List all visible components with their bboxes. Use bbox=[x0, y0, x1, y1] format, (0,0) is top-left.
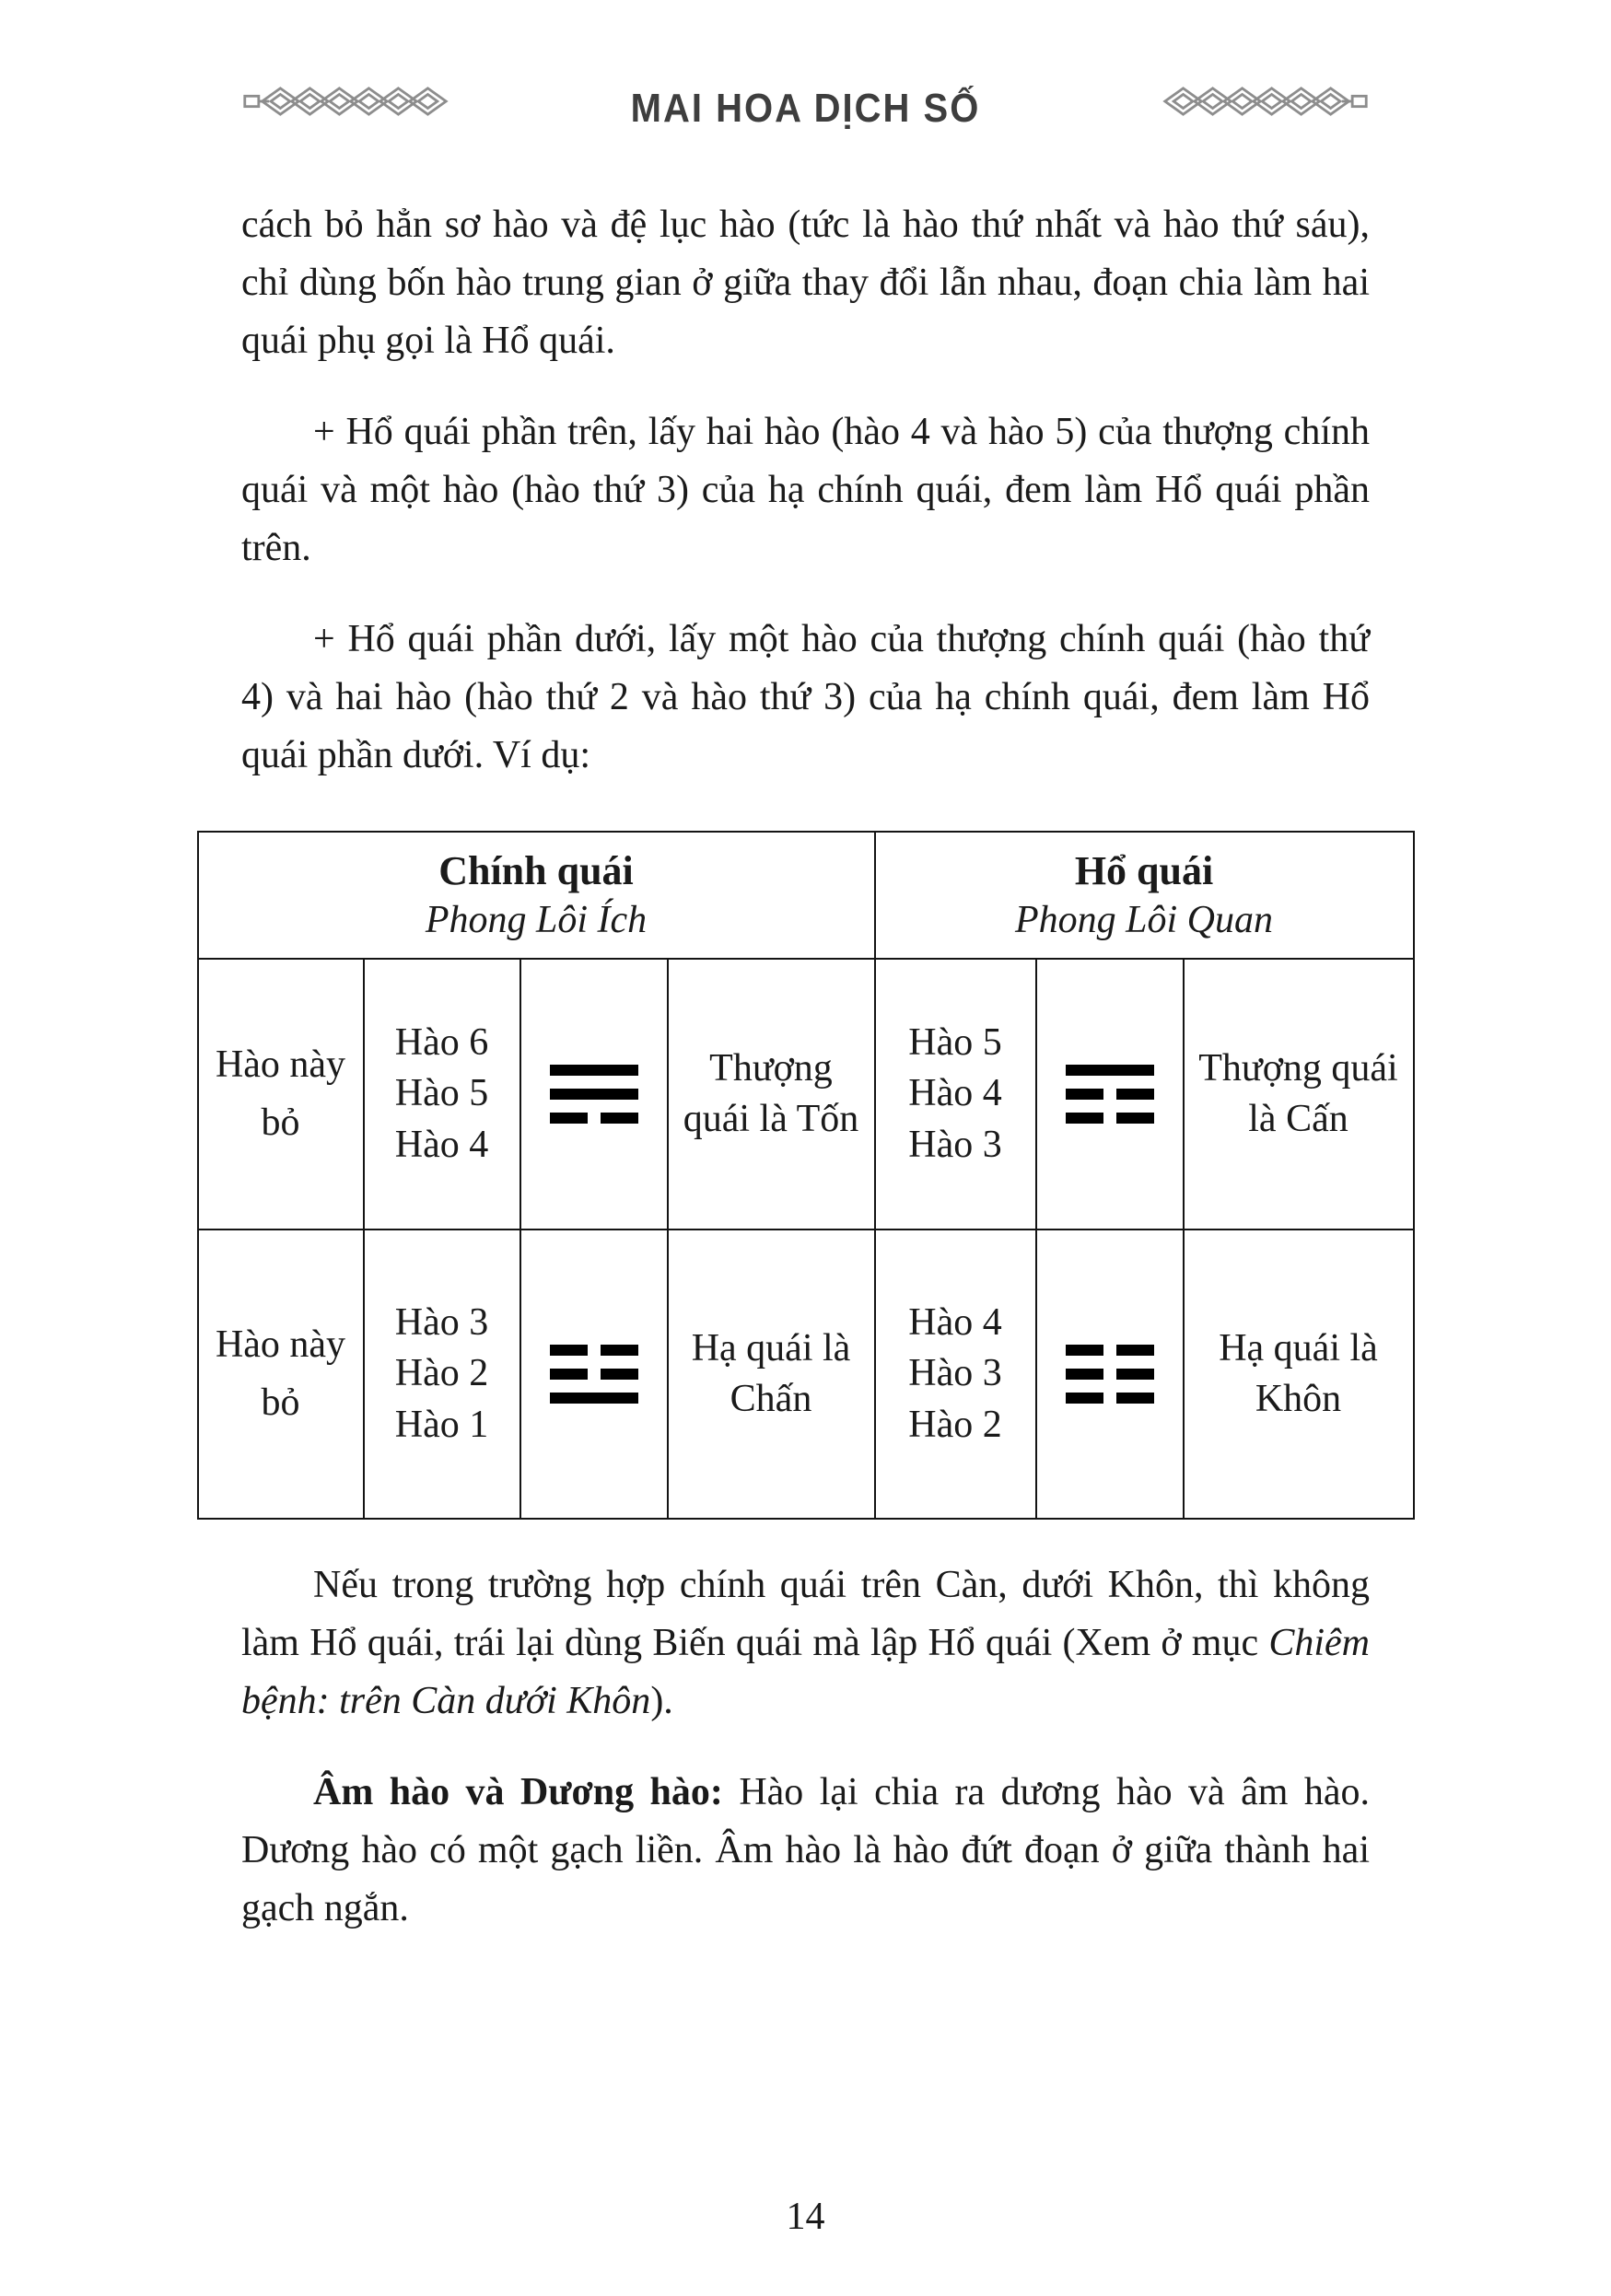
hexagram-example-table bbox=[197, 831, 1415, 1520]
row1-label: Hào này bỏ bbox=[198, 959, 364, 1230]
hao-line: Hào 3 bbox=[908, 1123, 1002, 1166]
row2-left-haos bbox=[364, 1230, 520, 1519]
paragraph-5-lead: Âm hào và Dương hào: bbox=[313, 1771, 723, 1813]
row1-left-trigram-cell bbox=[520, 959, 668, 1230]
running-head bbox=[241, 79, 1370, 137]
trigram-chan-icon bbox=[527, 1338, 661, 1410]
page-number: 14 bbox=[786, 2196, 825, 2238]
row2-left-desc: Hạ quái là Chấn bbox=[668, 1230, 875, 1519]
trigram-khon-icon bbox=[1043, 1338, 1177, 1410]
ornament-left-icon bbox=[241, 79, 449, 137]
table-row bbox=[198, 1230, 1414, 1519]
paragraph-4 bbox=[241, 1556, 1370, 1731]
header-ho-quai bbox=[875, 832, 1414, 959]
hao-line: Hào 1 bbox=[394, 1403, 489, 1446]
hao-line: Hào 3 bbox=[394, 1300, 489, 1344]
paragraph-5 bbox=[241, 1764, 1370, 1938]
table-header-row bbox=[198, 832, 1414, 959]
ho-quai-title: Hổ quái bbox=[1074, 848, 1214, 894]
paragraph-3: + Hổ quái phần dưới, lấy một hào của thượng chính quái (hào thứ 4) và hai hào (hào thứ 2 và hào thứ 3) của hạ chính quái, đem làm Hổ quái phần dưới. Ví dụ: bbox=[241, 618, 1370, 776]
row2-label: Hào này bỏ bbox=[198, 1230, 364, 1519]
hao-line: Hào 2 bbox=[908, 1403, 1002, 1446]
paragraph-4-italic: Chiêm bệnh: trên Càn dưới Khôn bbox=[241, 1622, 1370, 1722]
paragraph-2: + Hổ quái phần trên, lấy hai hào (hào 4 và hào 5) của thượng chính quái và một hào (hào thứ 3) của hạ chính quái, đem làm Hổ quái phần trên. bbox=[241, 411, 1370, 569]
hao-line: Hào 4 bbox=[394, 1123, 489, 1166]
row2-right-trigram-cell bbox=[1036, 1230, 1184, 1519]
hao-line: Hào 6 bbox=[394, 1020, 489, 1064]
row1-right-trigram-cell bbox=[1036, 959, 1184, 1230]
chinh-quai-title: Chính quái bbox=[438, 848, 634, 894]
hao-line: Hào 5 bbox=[394, 1072, 489, 1115]
row2-left-trigram-cell bbox=[520, 1230, 668, 1519]
hao-line: Hào 4 bbox=[908, 1300, 1002, 1344]
paragraph-1: cách bỏ hẳn sơ hào và đệ lục hào (tức là hào thứ nhất và hào thứ sáu), chỉ dùng bốn hào trung gian ở giữa thay đổi lẫn nhau, đoạn chia làm hai quái phụ gọi là Hổ quái. bbox=[241, 204, 1370, 362]
table-row bbox=[198, 959, 1414, 1230]
paragraph-5-text: Hào lại chia ra dương hào và âm hào. Dương hào có một gạch liền. Âm hào là hào đứt đoạn ở giữa thành hai gạch ngắn. bbox=[241, 1771, 1370, 1929]
page-title: MAI HOA DỊCH SỐ bbox=[630, 86, 981, 131]
header-chinh-quai bbox=[198, 832, 875, 959]
hao-line: Hào 2 bbox=[394, 1352, 489, 1395]
chinh-quai-subtitle: Phong Lôi Ích bbox=[425, 899, 648, 942]
ornament-right-icon bbox=[1162, 79, 1370, 137]
hao-line: Hào 5 bbox=[908, 1020, 1002, 1064]
row1-left-desc: Thượng quái là Tốn bbox=[668, 959, 875, 1230]
row1-left-haos bbox=[364, 959, 520, 1230]
paragraph-4-text: Nếu trong trường hợp chính quái trên Càn, dưới Khôn, thì không làm Hổ quái, trái lại dùng Biến quái mà lập Hổ quái (Xem ở mục bbox=[241, 1564, 1370, 1664]
trigram-ton-icon bbox=[527, 1058, 661, 1130]
row2-right-desc: Hạ quái là Khôn bbox=[1184, 1230, 1414, 1519]
row1-right-desc: Thượng quái là Cấn bbox=[1184, 959, 1414, 1230]
ho-quai-subtitle: Phong Lôi Quan bbox=[1015, 899, 1274, 942]
paragraph-4-tail: ). bbox=[650, 1680, 673, 1722]
row1-right-haos bbox=[875, 959, 1036, 1230]
trigram-can-icon bbox=[1043, 1058, 1177, 1130]
row2-right-haos bbox=[875, 1230, 1036, 1519]
hao-line: Hào 3 bbox=[908, 1352, 1002, 1395]
hao-line: Hào 4 bbox=[908, 1072, 1002, 1115]
